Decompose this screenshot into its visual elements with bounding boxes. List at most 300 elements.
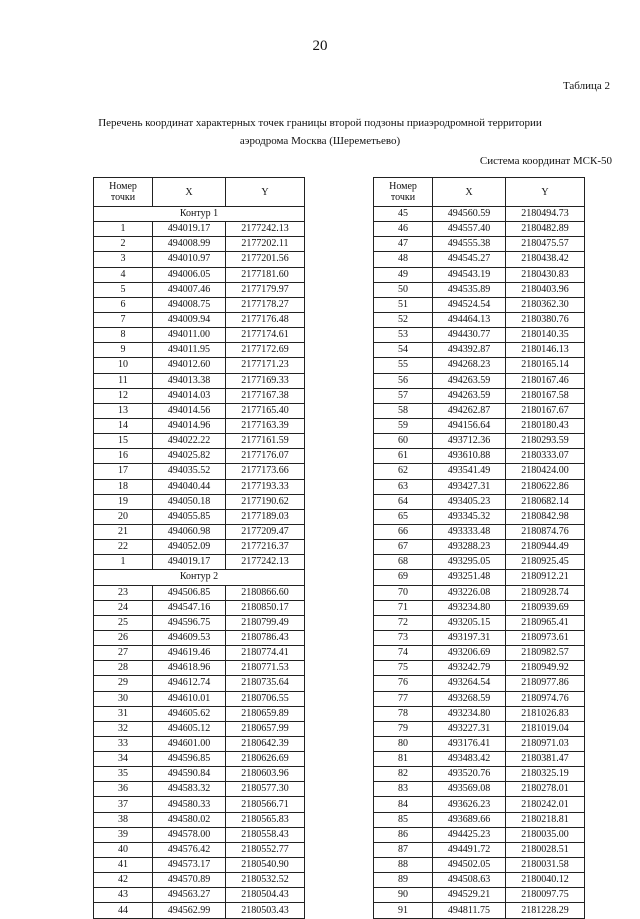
cell-x: 494609.53 bbox=[153, 630, 226, 645]
cell-x: 493689.66 bbox=[433, 812, 506, 827]
cell-y: 2180912.21 bbox=[506, 570, 585, 585]
cell-x: 493242.79 bbox=[433, 661, 506, 676]
cell-point-number: 64 bbox=[374, 494, 433, 509]
cell-y: 2180362.30 bbox=[506, 297, 585, 312]
cell-point-number: 19 bbox=[94, 494, 153, 509]
table-row bbox=[94, 267, 305, 282]
cell-y: 2177174.61 bbox=[226, 328, 305, 343]
cell-x: 494502.05 bbox=[433, 858, 506, 873]
cell-y: 2180403.96 bbox=[506, 282, 585, 297]
cell-x: 494618.96 bbox=[153, 661, 226, 676]
cell-x: 494576.42 bbox=[153, 842, 226, 857]
table-row bbox=[374, 207, 585, 222]
cell-point-number: 67 bbox=[374, 540, 433, 555]
cell-y: 2180971.03 bbox=[506, 736, 585, 751]
table-row bbox=[374, 464, 585, 479]
table-row bbox=[94, 842, 305, 857]
table-row bbox=[374, 540, 585, 555]
cell-y: 2180482.89 bbox=[506, 222, 585, 237]
cell-y: 2180503.43 bbox=[226, 903, 305, 918]
cell-point-number: 58 bbox=[374, 403, 433, 418]
cell-point-number: 83 bbox=[374, 782, 433, 797]
table-row bbox=[374, 555, 585, 570]
table-row bbox=[374, 646, 585, 661]
table-row bbox=[374, 403, 585, 418]
cell-x: 493541.49 bbox=[433, 464, 506, 479]
cell-y: 2181228.29 bbox=[506, 903, 585, 918]
cell-y: 2180565.83 bbox=[226, 812, 305, 827]
cell-point-number: 45 bbox=[374, 207, 433, 222]
cell-point-number: 76 bbox=[374, 676, 433, 691]
table-row bbox=[94, 555, 305, 570]
cell-y: 2180035.00 bbox=[506, 827, 585, 842]
cell-x: 493405.23 bbox=[433, 494, 506, 509]
cell-x: 494011.00 bbox=[153, 328, 226, 343]
cell-x: 493626.23 bbox=[433, 797, 506, 812]
table-row bbox=[94, 797, 305, 812]
cell-x: 494508.63 bbox=[433, 873, 506, 888]
cell-x: 494022.22 bbox=[153, 434, 226, 449]
cell-y: 2180850.17 bbox=[226, 600, 305, 615]
table-row bbox=[94, 297, 305, 312]
cell-point-number: 77 bbox=[374, 691, 433, 706]
cell-y: 2180566.71 bbox=[226, 797, 305, 812]
cell-point-number: 78 bbox=[374, 706, 433, 721]
cell-y: 2180430.83 bbox=[506, 267, 585, 282]
cell-point-number: 68 bbox=[374, 555, 433, 570]
cell-x: 493295.05 bbox=[433, 555, 506, 570]
cell-point-number: 9 bbox=[94, 343, 153, 358]
cell-y: 2180939.69 bbox=[506, 600, 585, 615]
cell-y: 2180771.53 bbox=[226, 661, 305, 676]
cell-point-number: 47 bbox=[374, 237, 433, 252]
cell-x: 494010.97 bbox=[153, 252, 226, 267]
cell-y: 2177171.23 bbox=[226, 358, 305, 373]
table-row bbox=[94, 524, 305, 539]
cell-point-number: 5 bbox=[94, 282, 153, 297]
cell-x: 493227.31 bbox=[433, 721, 506, 736]
cell-x: 493206.69 bbox=[433, 646, 506, 661]
table-row bbox=[94, 615, 305, 630]
coordinate-system-label: Система координат МСК-50 bbox=[479, 155, 612, 167]
table-label: Таблица 2 bbox=[562, 80, 610, 92]
table-row bbox=[94, 600, 305, 615]
table-row bbox=[94, 343, 305, 358]
cell-x: 494008.99 bbox=[153, 237, 226, 252]
cell-x: 494035.52 bbox=[153, 464, 226, 479]
cell-point-number: 71 bbox=[374, 600, 433, 615]
table-row bbox=[94, 903, 305, 918]
table-row bbox=[94, 691, 305, 706]
cell-x: 493205.15 bbox=[433, 615, 506, 630]
cell-point-number: 56 bbox=[374, 373, 433, 388]
table-row bbox=[374, 312, 585, 327]
cell-x: 494596.75 bbox=[153, 615, 226, 630]
header-y: Y bbox=[226, 178, 305, 207]
cell-y: 2180657.99 bbox=[226, 721, 305, 736]
table-row bbox=[94, 494, 305, 509]
table-body-right bbox=[374, 207, 585, 919]
cell-y: 2180622.86 bbox=[506, 479, 585, 494]
cell-y: 2180944.49 bbox=[506, 540, 585, 555]
cell-y: 2180167.58 bbox=[506, 388, 585, 403]
table-row bbox=[94, 540, 305, 555]
cell-point-number: 11 bbox=[94, 373, 153, 388]
table-row bbox=[94, 888, 305, 903]
table-row bbox=[94, 464, 305, 479]
cell-point-number: 12 bbox=[94, 388, 153, 403]
cell-y: 2180558.43 bbox=[226, 827, 305, 842]
cell-point-number: 30 bbox=[94, 691, 153, 706]
cell-x: 494013.38 bbox=[153, 373, 226, 388]
cell-x: 493264.54 bbox=[433, 676, 506, 691]
cell-y: 2180140.35 bbox=[506, 328, 585, 343]
cell-x: 493268.59 bbox=[433, 691, 506, 706]
cell-point-number: 32 bbox=[94, 721, 153, 736]
cell-y: 2180242.01 bbox=[506, 797, 585, 812]
table-row bbox=[374, 358, 585, 373]
section-row bbox=[94, 207, 305, 222]
cell-y: 2180475.57 bbox=[506, 237, 585, 252]
table-row bbox=[374, 479, 585, 494]
cell-x: 494025.82 bbox=[153, 449, 226, 464]
cell-x: 494580.33 bbox=[153, 797, 226, 812]
table-row bbox=[94, 721, 305, 736]
table-row bbox=[374, 297, 585, 312]
table-row bbox=[374, 600, 585, 615]
table-row bbox=[374, 509, 585, 524]
cell-y: 2177242.13 bbox=[226, 222, 305, 237]
table-header-row bbox=[94, 178, 305, 207]
cell-x: 493520.76 bbox=[433, 767, 506, 782]
cell-x: 494583.32 bbox=[153, 782, 226, 797]
coordinates-table-left bbox=[93, 177, 305, 919]
cell-point-number: 41 bbox=[94, 858, 153, 873]
table-row bbox=[374, 343, 585, 358]
cell-x: 493234.80 bbox=[433, 706, 506, 721]
table-row bbox=[374, 736, 585, 751]
table-row bbox=[94, 630, 305, 645]
table-row bbox=[94, 222, 305, 237]
cell-x: 494570.89 bbox=[153, 873, 226, 888]
document-title-line-1: Перечень координат характерных точек границы второй подзоны приаэродромной территории bbox=[98, 117, 542, 129]
cell-x: 494007.46 bbox=[153, 282, 226, 297]
cell-x: 494019.17 bbox=[153, 555, 226, 570]
cell-x: 494560.59 bbox=[433, 207, 506, 222]
cell-y: 2177202.11 bbox=[226, 237, 305, 252]
cell-point-number: 85 bbox=[374, 812, 433, 827]
cell-y: 2181019.04 bbox=[506, 721, 585, 736]
cell-point-number: 14 bbox=[94, 418, 153, 433]
cell-x: 494596.85 bbox=[153, 752, 226, 767]
cell-y: 2180974.76 bbox=[506, 691, 585, 706]
table-row bbox=[374, 706, 585, 721]
cell-y: 2180949.92 bbox=[506, 661, 585, 676]
table-row bbox=[374, 494, 585, 509]
cell-x: 494262.87 bbox=[433, 403, 506, 418]
cell-x: 494014.03 bbox=[153, 388, 226, 403]
table-row bbox=[374, 630, 585, 645]
cell-x: 493234.80 bbox=[433, 600, 506, 615]
cell-point-number: 79 bbox=[374, 721, 433, 736]
table-row bbox=[374, 449, 585, 464]
cell-point-number: 40 bbox=[94, 842, 153, 857]
cell-y: 2180659.89 bbox=[226, 706, 305, 721]
cell-y: 2180682.14 bbox=[506, 494, 585, 509]
cell-x: 494573.17 bbox=[153, 858, 226, 873]
header-point-number: Номер точки bbox=[374, 178, 433, 207]
table-row bbox=[94, 827, 305, 842]
cell-y: 2180532.52 bbox=[226, 873, 305, 888]
cell-x: 493427.31 bbox=[433, 479, 506, 494]
cell-x: 494557.40 bbox=[433, 222, 506, 237]
table-row bbox=[94, 752, 305, 767]
cell-x: 494009.94 bbox=[153, 312, 226, 327]
table-row bbox=[94, 782, 305, 797]
cell-x: 494014.56 bbox=[153, 403, 226, 418]
cell-y: 2180167.46 bbox=[506, 373, 585, 388]
cell-x: 494263.59 bbox=[433, 388, 506, 403]
cell-y: 2180925.45 bbox=[506, 555, 585, 570]
table-row bbox=[374, 388, 585, 403]
cell-y: 2180381.47 bbox=[506, 752, 585, 767]
table-row bbox=[94, 312, 305, 327]
cell-y: 2177242.13 bbox=[226, 555, 305, 570]
cell-x: 494612.74 bbox=[153, 676, 226, 691]
cell-point-number: 59 bbox=[374, 418, 433, 433]
cell-point-number: 60 bbox=[374, 434, 433, 449]
cell-y: 2180278.01 bbox=[506, 782, 585, 797]
cell-y: 2177173.66 bbox=[226, 464, 305, 479]
cell-point-number: 70 bbox=[374, 585, 433, 600]
cell-y: 2180982.57 bbox=[506, 646, 585, 661]
cell-point-number: 2 bbox=[94, 237, 153, 252]
header-x: X bbox=[153, 178, 226, 207]
cell-point-number: 51 bbox=[374, 297, 433, 312]
cell-y: 2180325.19 bbox=[506, 767, 585, 782]
cell-x: 494547.16 bbox=[153, 600, 226, 615]
table-row bbox=[374, 767, 585, 782]
cell-point-number: 89 bbox=[374, 873, 433, 888]
table-row bbox=[374, 282, 585, 297]
cell-y: 2180165.14 bbox=[506, 358, 585, 373]
table-row bbox=[94, 858, 305, 873]
cell-y: 2177169.33 bbox=[226, 373, 305, 388]
cell-point-number: 17 bbox=[94, 464, 153, 479]
cell-point-number: 43 bbox=[94, 888, 153, 903]
cell-x: 493483.42 bbox=[433, 752, 506, 767]
cell-y: 2177167.38 bbox=[226, 388, 305, 403]
cell-point-number: 74 bbox=[374, 646, 433, 661]
cell-point-number: 37 bbox=[94, 797, 153, 812]
cell-point-number: 33 bbox=[94, 736, 153, 751]
cell-y: 2180642.39 bbox=[226, 736, 305, 751]
cell-y: 2177161.59 bbox=[226, 434, 305, 449]
cell-y: 2177209.47 bbox=[226, 524, 305, 539]
cell-point-number: 52 bbox=[374, 312, 433, 327]
cell-point-number: 91 bbox=[374, 903, 433, 918]
table-row bbox=[94, 873, 305, 888]
document-title-line-2: аэродрома Москва (Шереметьево) bbox=[239, 135, 401, 147]
cell-point-number: 55 bbox=[374, 358, 433, 373]
cell-x: 494619.46 bbox=[153, 646, 226, 661]
cell-point-number: 63 bbox=[374, 479, 433, 494]
cell-y: 2180504.43 bbox=[226, 888, 305, 903]
table-row bbox=[374, 267, 585, 282]
header-y: Y bbox=[506, 178, 585, 207]
cell-point-number: 82 bbox=[374, 767, 433, 782]
cell-x: 494535.89 bbox=[433, 282, 506, 297]
cell-point-number: 3 bbox=[94, 252, 153, 267]
cell-y: 2180028.51 bbox=[506, 842, 585, 857]
cell-point-number: 25 bbox=[94, 615, 153, 630]
cell-y: 2177193.33 bbox=[226, 479, 305, 494]
cell-point-number: 86 bbox=[374, 827, 433, 842]
table-row bbox=[94, 449, 305, 464]
cell-y: 2180706.55 bbox=[226, 691, 305, 706]
cell-y: 2177216.37 bbox=[226, 540, 305, 555]
cell-point-number: 61 bbox=[374, 449, 433, 464]
cell-y: 2180540.90 bbox=[226, 858, 305, 873]
cell-point-number: 7 bbox=[94, 312, 153, 327]
cell-point-number: 24 bbox=[94, 600, 153, 615]
cell-x: 494605.62 bbox=[153, 706, 226, 721]
cell-x: 493610.88 bbox=[433, 449, 506, 464]
cell-point-number: 48 bbox=[374, 252, 433, 267]
cell-point-number: 10 bbox=[94, 358, 153, 373]
table-row bbox=[374, 888, 585, 903]
cell-x: 493197.31 bbox=[433, 630, 506, 645]
cell-x: 494543.19 bbox=[433, 267, 506, 282]
cell-y: 2180494.73 bbox=[506, 207, 585, 222]
cell-y: 2180799.49 bbox=[226, 615, 305, 630]
header-point-number: Номер точки bbox=[94, 178, 153, 207]
cell-point-number: 69 bbox=[374, 570, 433, 585]
cell-y: 2177172.69 bbox=[226, 343, 305, 358]
table-row bbox=[94, 706, 305, 721]
table-row bbox=[374, 418, 585, 433]
table-row bbox=[374, 570, 585, 585]
table-row bbox=[94, 646, 305, 661]
table-row bbox=[374, 434, 585, 449]
cell-y: 2180040.12 bbox=[506, 873, 585, 888]
cell-x: 494052.09 bbox=[153, 540, 226, 555]
table-row bbox=[374, 752, 585, 767]
cell-x: 494811.75 bbox=[433, 903, 506, 918]
cell-y: 2180973.61 bbox=[506, 630, 585, 645]
table-row bbox=[94, 736, 305, 751]
cell-x: 493712.36 bbox=[433, 434, 506, 449]
cell-point-number: 34 bbox=[94, 752, 153, 767]
cell-y: 2177176.48 bbox=[226, 312, 305, 327]
cell-x: 494580.02 bbox=[153, 812, 226, 827]
table-row bbox=[374, 691, 585, 706]
cell-x: 494601.00 bbox=[153, 736, 226, 751]
cell-point-number: 54 bbox=[374, 343, 433, 358]
cell-y: 2177179.97 bbox=[226, 282, 305, 297]
cell-y: 2180180.43 bbox=[506, 418, 585, 433]
cell-x: 493569.08 bbox=[433, 782, 506, 797]
cell-x: 494392.87 bbox=[433, 343, 506, 358]
cell-x: 494610.01 bbox=[153, 691, 226, 706]
cell-point-number: 21 bbox=[94, 524, 153, 539]
cell-y: 2180293.59 bbox=[506, 434, 585, 449]
cell-point-number: 4 bbox=[94, 267, 153, 282]
cell-x: 494008.75 bbox=[153, 297, 226, 312]
cell-x: 494605.12 bbox=[153, 721, 226, 736]
cell-point-number: 1 bbox=[94, 555, 153, 570]
cell-y: 2180735.64 bbox=[226, 676, 305, 691]
table-row bbox=[94, 328, 305, 343]
cell-y: 2180167.67 bbox=[506, 403, 585, 418]
cell-point-number: 16 bbox=[94, 449, 153, 464]
section-row bbox=[94, 570, 305, 585]
cell-y: 2177178.27 bbox=[226, 297, 305, 312]
cell-point-number: 75 bbox=[374, 661, 433, 676]
header-x: X bbox=[433, 178, 506, 207]
cell-point-number: 46 bbox=[374, 222, 433, 237]
table-row bbox=[94, 373, 305, 388]
cell-y: 2180577.30 bbox=[226, 782, 305, 797]
cell-x: 494555.38 bbox=[433, 237, 506, 252]
table-row bbox=[374, 222, 585, 237]
cell-y: 2180874.76 bbox=[506, 524, 585, 539]
table-body-left bbox=[94, 207, 305, 919]
cell-y: 2180380.76 bbox=[506, 312, 585, 327]
cell-point-number: 90 bbox=[374, 888, 433, 903]
table-row bbox=[94, 403, 305, 418]
table-row bbox=[94, 661, 305, 676]
cell-point-number: 29 bbox=[94, 676, 153, 691]
cell-point-number: 44 bbox=[94, 903, 153, 918]
cell-y: 2180774.41 bbox=[226, 646, 305, 661]
cell-y: 2180218.81 bbox=[506, 812, 585, 827]
cell-point-number: 15 bbox=[94, 434, 153, 449]
cell-point-number: 6 bbox=[94, 297, 153, 312]
cell-y: 2180603.96 bbox=[226, 767, 305, 782]
cell-point-number: 53 bbox=[374, 328, 433, 343]
cell-point-number: 73 bbox=[374, 630, 433, 645]
cell-point-number: 62 bbox=[374, 464, 433, 479]
table-row bbox=[374, 615, 585, 630]
table-row bbox=[374, 237, 585, 252]
cell-x: 494060.98 bbox=[153, 524, 226, 539]
cell-y: 2180552.77 bbox=[226, 842, 305, 857]
cell-x: 494590.84 bbox=[153, 767, 226, 782]
table-row bbox=[374, 797, 585, 812]
table-row bbox=[374, 812, 585, 827]
cell-point-number: 20 bbox=[94, 509, 153, 524]
cell-x: 494006.05 bbox=[153, 267, 226, 282]
cell-x: 494055.85 bbox=[153, 509, 226, 524]
cell-x: 494014.96 bbox=[153, 418, 226, 433]
cell-point-number: 26 bbox=[94, 630, 153, 645]
table-row bbox=[94, 812, 305, 827]
cell-point-number: 18 bbox=[94, 479, 153, 494]
cell-point-number: 66 bbox=[374, 524, 433, 539]
cell-y: 2177201.56 bbox=[226, 252, 305, 267]
cell-y: 2177176.07 bbox=[226, 449, 305, 464]
table-row bbox=[94, 418, 305, 433]
cell-y: 2180333.07 bbox=[506, 449, 585, 464]
cell-x: 493288.23 bbox=[433, 540, 506, 555]
cell-y: 2180146.13 bbox=[506, 343, 585, 358]
coordinates-table-right bbox=[373, 177, 585, 919]
table-row bbox=[374, 328, 585, 343]
cell-y: 2180424.00 bbox=[506, 464, 585, 479]
section-label: Контур 1 bbox=[94, 207, 305, 222]
cell-y: 2177190.62 bbox=[226, 494, 305, 509]
